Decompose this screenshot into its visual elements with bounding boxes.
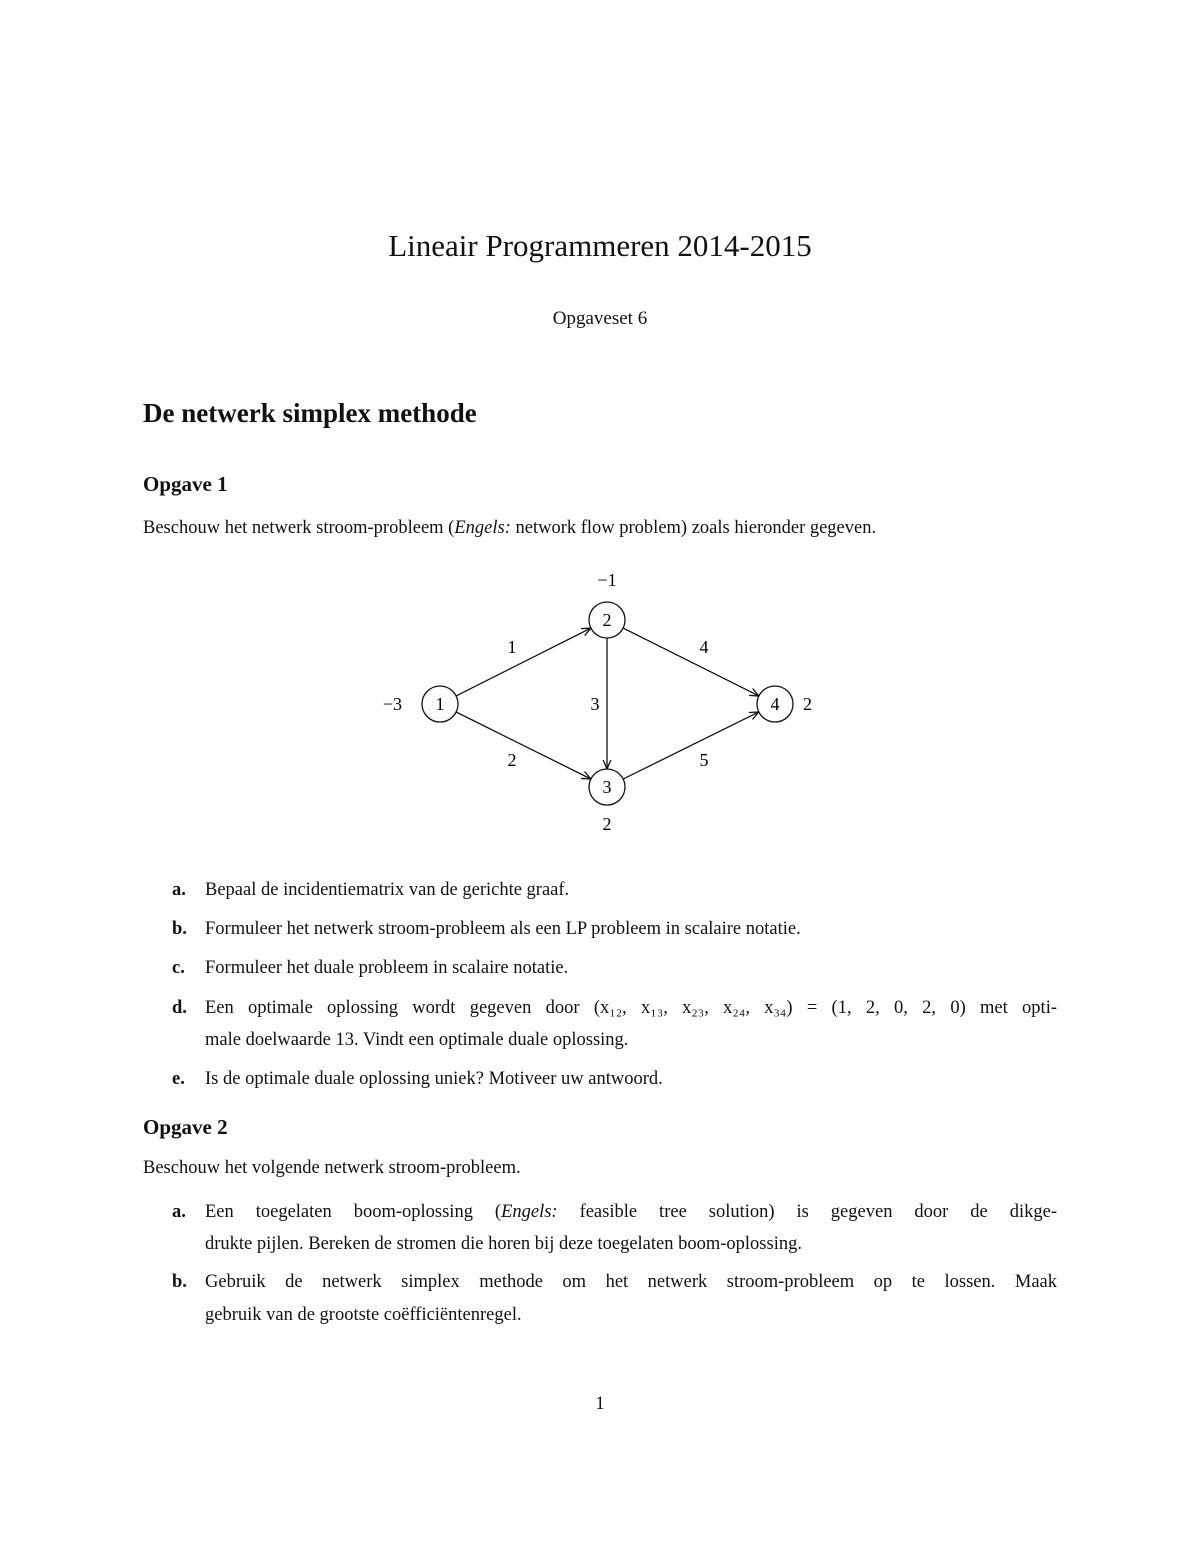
node-label: 3 — [602, 777, 612, 797]
node-supply-label: 2 — [602, 814, 612, 834]
edge-cost-label: 2 — [507, 750, 517, 770]
edge-2-4 — [623, 628, 759, 696]
section-heading: De netwerk simplex methode — [143, 398, 477, 428]
item-label: c. — [172, 958, 185, 978]
item-text: gebruik van de grootste coëfficiëntenregel. — [205, 1305, 522, 1325]
document-subtitle: Opgaveset 6 — [552, 308, 648, 329]
item-label: e. — [172, 1069, 185, 1089]
item-text-part: feasible tree solution) is gegeven door de dikge- — [557, 1202, 1057, 1222]
intro-text: Beschouw het netwerk stroom-probleem ( — [143, 518, 455, 538]
opgave-2-heading: Opgave 2 — [143, 1115, 228, 1139]
opgave-2-intro: Beschouw het volgende netwerk stroom-probleem. — [143, 1158, 521, 1178]
opgave-1-heading: Opgave 1 — [143, 472, 228, 496]
edge-1-2 — [456, 628, 591, 696]
intro-text: network flow problem) zoals hieronder gegeven. — [510, 518, 877, 538]
item-text: Een optimale oplossing wordt gegeven door (x₁₂, x₁₃, x₂₃, x₂₄, x₃₄) = (1, 2, 0, 2, 0) met opti- — [205, 998, 1057, 1018]
item-text: Is de optimale duale oplossing uniek? Motiveer uw antwoord. — [205, 1069, 663, 1089]
node-supply-label: 2 — [803, 694, 812, 714]
item-label: a. — [172, 880, 186, 900]
node-supply-label: −1 — [597, 570, 617, 590]
item-emphasis: Engels: — [501, 1202, 558, 1222]
item-text: Formuleer het duale probleem in scalaire notatie. — [205, 958, 569, 978]
edge-cost-label: 3 — [590, 694, 600, 714]
item-text: Gebruik de netwerk simplex methode om het netwerk stroom-probleem op te lossen. Maak — [205, 1272, 1057, 1292]
intro-emphasis: Engels: — [454, 518, 511, 538]
node-label: 4 — [770, 694, 780, 714]
edge-cost-label: 1 — [507, 637, 517, 657]
node-supply-label: −3 — [382, 694, 402, 714]
item-label: b. — [172, 1272, 187, 1292]
document-title: Lineair Programmeren 2014-2015 — [388, 228, 812, 263]
item-text: drukte pijlen. Bereken de stromen die horen bij deze toegelaten boom-oplossing. — [205, 1234, 802, 1254]
item-text-part: Een toegelaten boom-oplossing ( — [205, 1202, 502, 1222]
node-label: 1 — [435, 694, 445, 714]
item-text: Bepaal de incidentiematrix van de gerichte graaf. — [205, 880, 570, 900]
item-label: a. — [172, 1202, 186, 1222]
page-number: 1 — [595, 1394, 605, 1414]
edge-3-4 — [623, 712, 759, 779]
item-label: b. — [172, 919, 187, 939]
item-text: male doelwaarde 13. Vindt een optimale duale oplossing. — [205, 1030, 629, 1050]
item-text: Formuleer het netwerk stroom-probleem als een LP probleem in scalaire notatie. — [205, 919, 801, 939]
item-text — [205, 1202, 1057, 1223]
edge-1-3 — [456, 712, 591, 779]
edge-cost-label: 4 — [699, 637, 709, 657]
node-label: 2 — [602, 610, 612, 630]
item-label: d. — [172, 998, 187, 1018]
edge-cost-label: 5 — [699, 750, 709, 770]
